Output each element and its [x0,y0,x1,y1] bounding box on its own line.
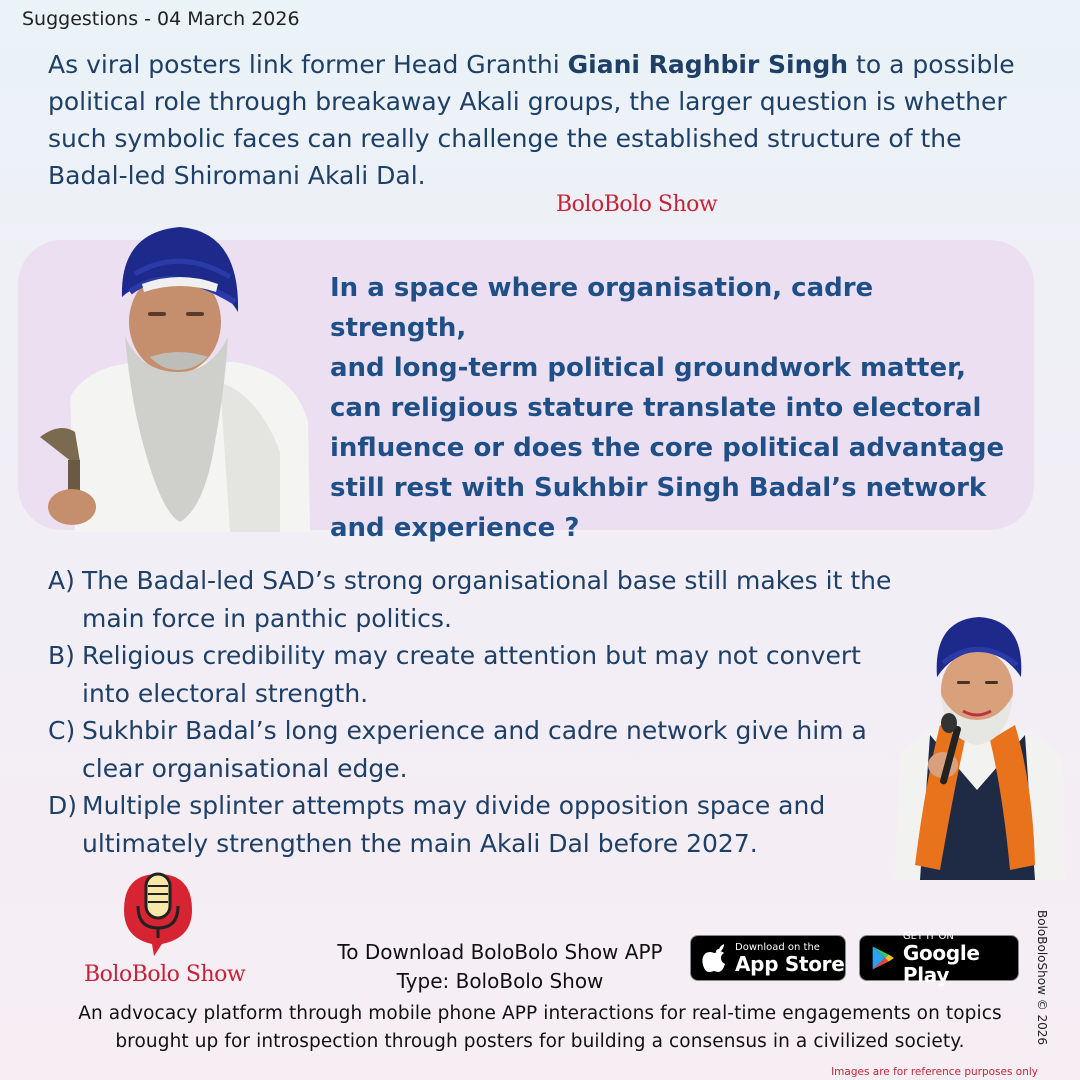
question-line: still rest with Sukhbir Singh Badal’s network [330,473,987,503]
google-play-badge[interactable] [859,930,1019,987]
option-b[interactable] [48,637,908,712]
question-text [330,268,1010,548]
google-play-icon [870,943,895,973]
microphone-icon [118,868,198,958]
google-play-small-label: GET IT ON [902,930,954,942]
brand-wordmark: BoloBolo Show [556,192,718,217]
option-d[interactable] [48,787,908,862]
intro-text-post: to a possible political role through breakaway Akali groups, the larger question is whether such symbolic faces can really challenge the established structure of the Badal-led Shiromani Akali Dal. [48,50,1015,190]
option-text: The Badal-led SAD’s strong organisational base still makes it the main force in panthic politics. [82,566,892,633]
footer-description [20,1000,1060,1056]
option-text: Multiple splinter attempts may divide opposition space and ultimately strengthen the main Akali Dal before 2027. [82,791,826,858]
download-line: To Download BoloBolo Show APP [337,940,663,964]
option-text: Religious credibility may create attention but may not convert into electoral strength. [82,641,861,708]
option-letter: C) [48,716,76,745]
option-letter: B) [48,641,75,670]
app-store-small-label: Download on the [735,941,820,953]
question-line: and experience ? [330,513,580,543]
option-letter: A) [48,566,75,595]
app-store-badge[interactable] [690,935,846,981]
question-line: and long-term political groundwork matter, [330,353,966,383]
copyright-notice [1035,910,1069,1060]
download-instructions [335,938,665,996]
intro-paragraph [48,46,1038,194]
question-line: In a space where organisation, cadre strength, [330,273,874,343]
question-line: can religious stature translate into electoral [330,393,982,423]
download-app-name: Type: BoloBolo Show [396,969,604,993]
brand-logo [118,868,198,958]
intro-highlight-name: Giani Raghbir Singh [567,50,849,79]
google-play-label: Google Play [902,940,980,987]
portrait-giani-raghbir-singh [30,222,315,532]
image-disclaimer: Images are for reference purposes only [831,1066,1038,1078]
option-text: Sukhbir Badal’s long experience and cadre network give him a clear organisational edge. [82,716,867,783]
question-line: influence or does the core political advantage [330,433,1005,463]
intro-text-pre: As viral posters link former Head Granthi [48,50,568,79]
date-label: Suggestions - 04 March 2026 [22,8,300,30]
brand-logo-wordmark: BoloBolo Show [84,962,246,987]
footer-line: An advocacy platform through mobile phone APP interactions for real-time engagements on topics [78,1003,1002,1024]
option-a[interactable] [48,562,908,637]
copyright-text: BoloBoloShow © 2026 [1035,910,1049,1046]
option-c[interactable] [48,712,908,787]
answer-options [48,562,908,862]
apple-icon [701,943,727,973]
footer-line: brought up for introspection through posters for building a consensus in a civilized society. [115,1031,965,1052]
portrait-sukhbir-badal [885,615,1070,880]
app-store-label: App Store [735,951,845,976]
option-letter: D) [48,791,78,820]
